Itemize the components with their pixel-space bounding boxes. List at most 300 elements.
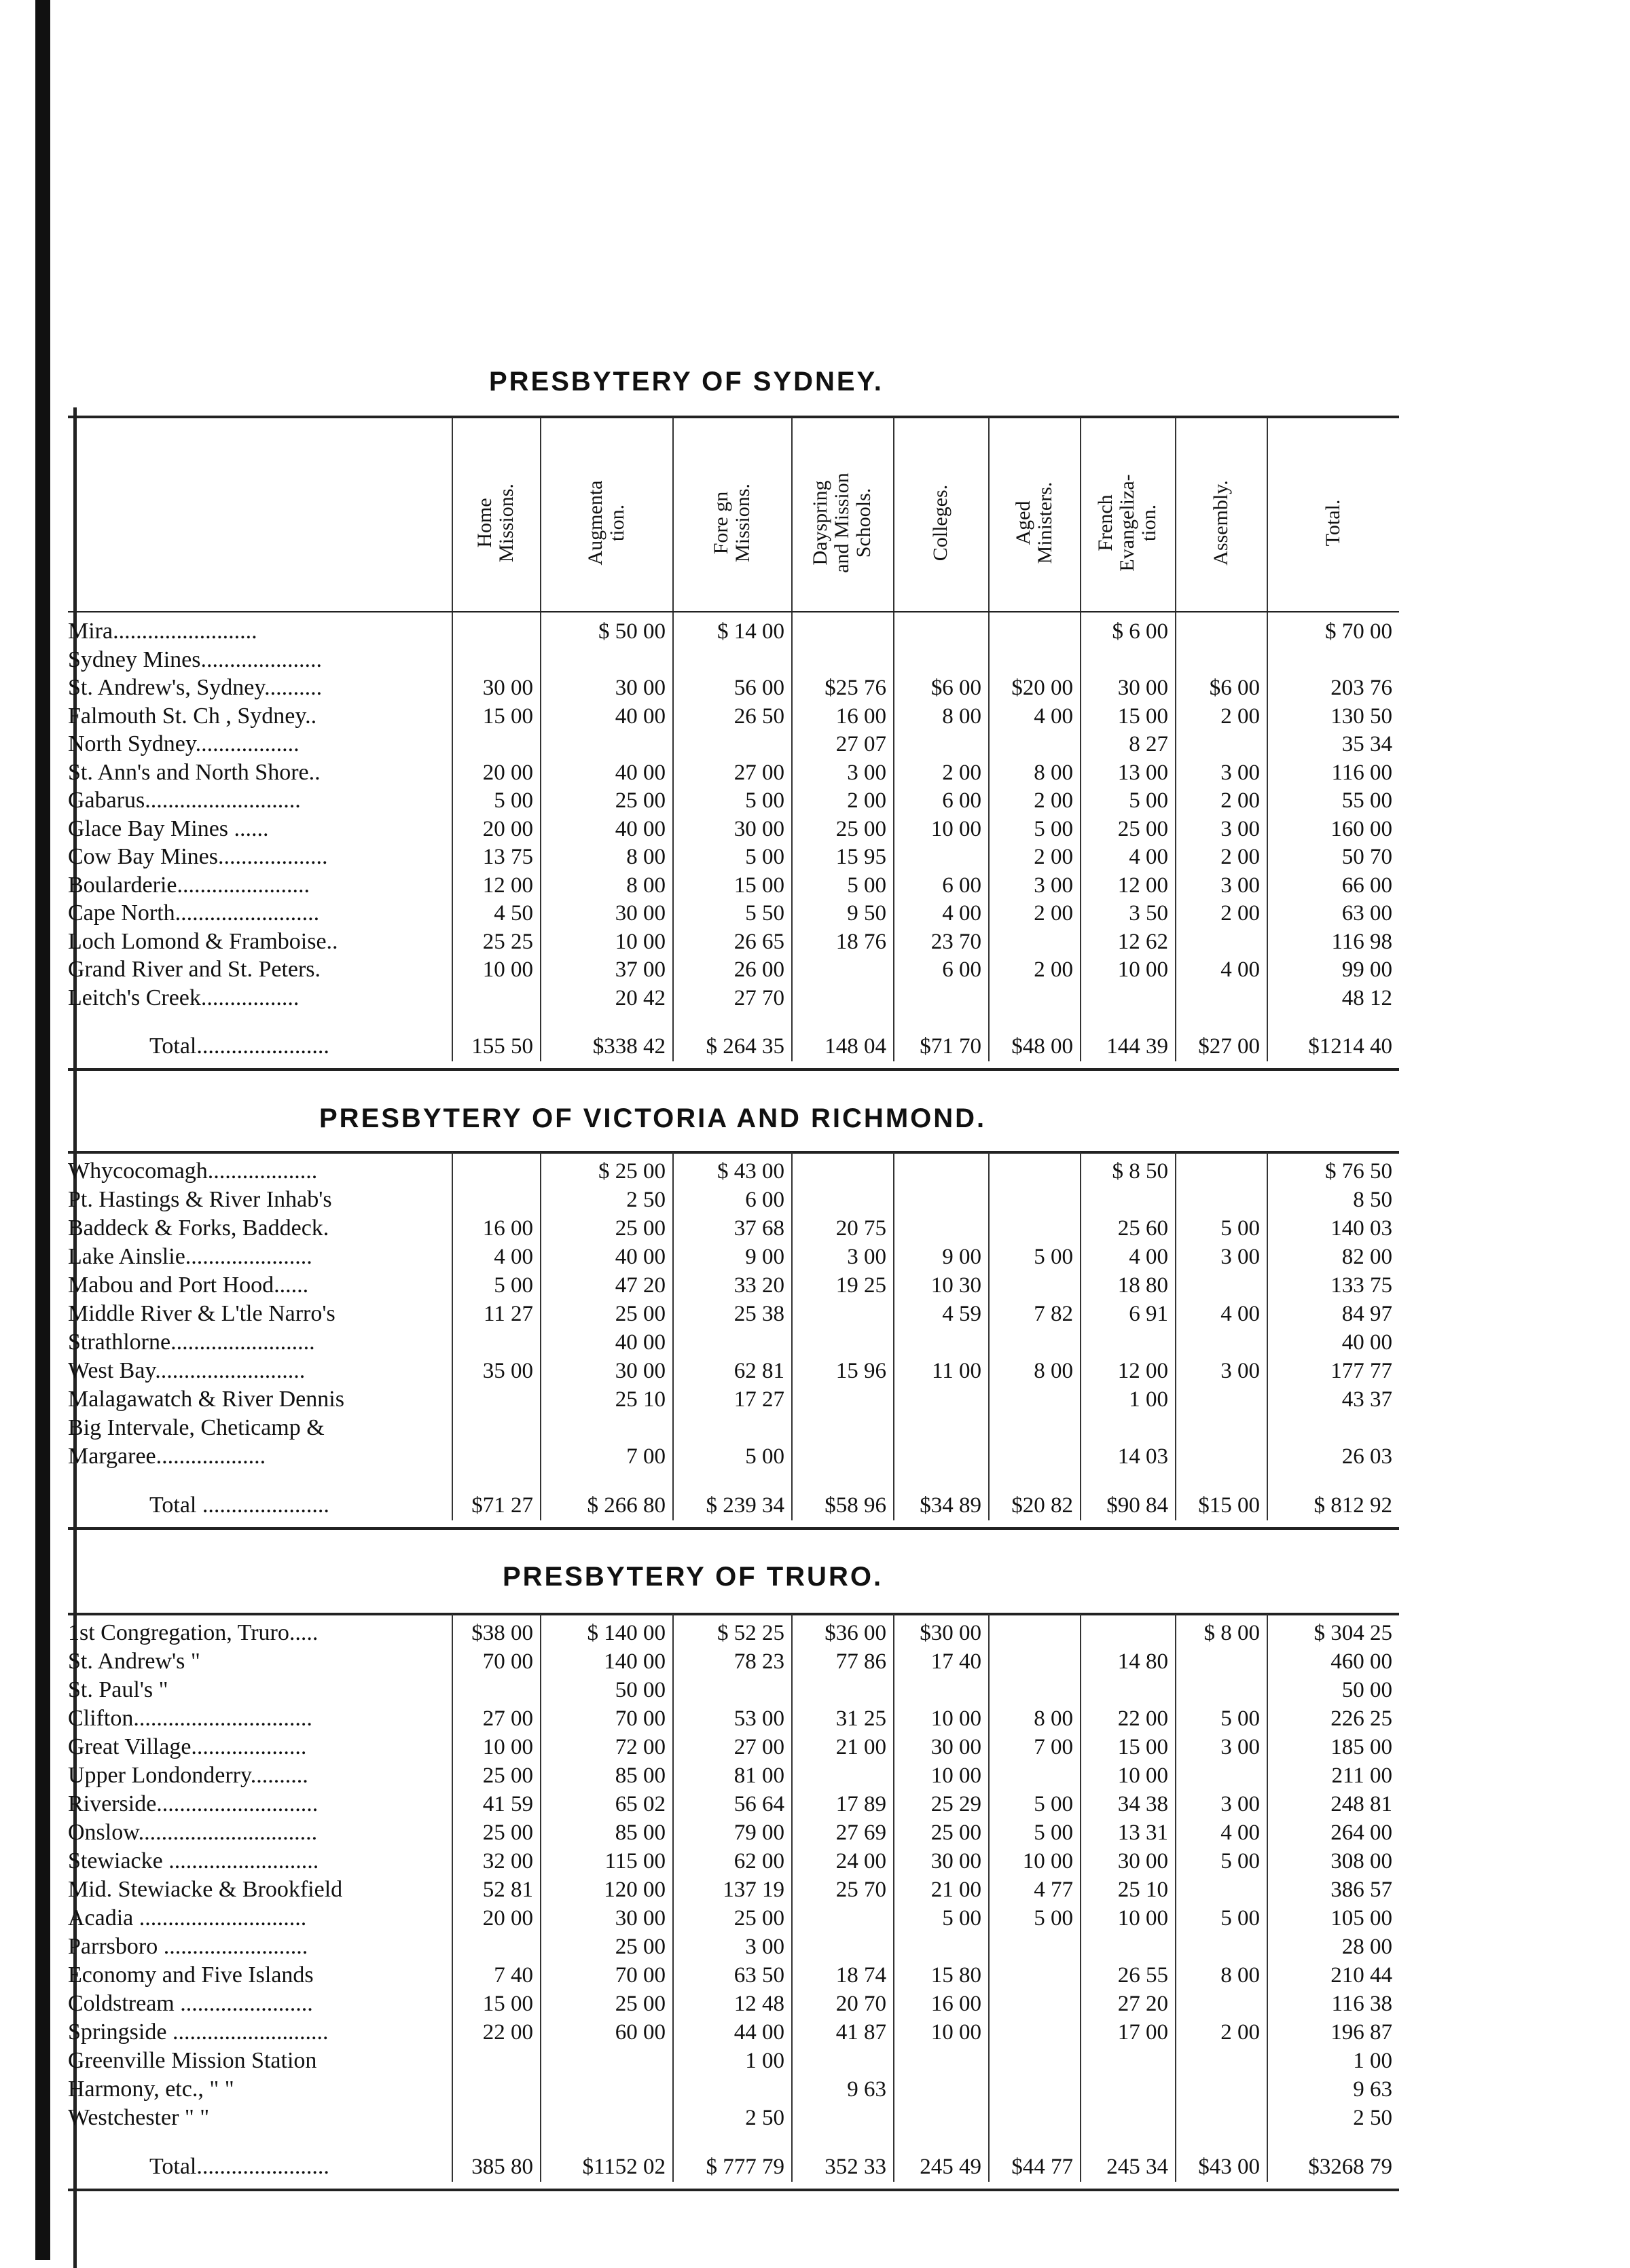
amount-cell: 15 96 — [835, 1359, 886, 1383]
amount-cell: 16 00 — [835, 704, 886, 729]
amount-cell: $34 89 — [920, 1493, 981, 1518]
amount-cell: 9 00 — [942, 1245, 981, 1269]
amount-cell: 386 57 — [1330, 1878, 1392, 1902]
amount-cell: 50 70 — [1341, 845, 1392, 869]
table-row — [0, 1272, 1426, 1299]
amount-cell: 63 00 — [1341, 901, 1392, 926]
congregation-name: Baddeck & Forks, Baddeck. — [68, 1215, 329, 1241]
amount-cell: 25 00 — [615, 788, 666, 813]
congregation-name: Falmouth St. Ch , Sydney.. — [68, 703, 317, 729]
amount-cell: 30 00 — [734, 817, 784, 841]
table-row — [0, 2104, 1426, 2132]
column-divider — [1080, 1614, 1081, 2182]
amount-cell: 28 00 — [1341, 1935, 1392, 1959]
amount-cell: 6 00 — [942, 873, 981, 898]
column-divider — [791, 1152, 793, 1520]
amount-cell: 19 25 — [835, 1273, 886, 1298]
amount-cell: 60 00 — [615, 2020, 666, 2045]
amount-cell: 4 00 — [1220, 957, 1260, 982]
column-divider — [452, 418, 453, 611]
amount-cell: $ 25 00 — [598, 1159, 666, 1184]
amount-cell: 30 00 — [615, 1906, 666, 1931]
amount-cell: $71 27 — [471, 1493, 533, 1518]
amount-cell: 15 80 — [930, 1963, 981, 1988]
column-divider — [1175, 1614, 1176, 2182]
amount-cell: 3 00 — [1034, 873, 1073, 898]
amount-cell: 10 30 — [930, 1273, 981, 1298]
column-divider — [1267, 1152, 1268, 1520]
congregation-name: Glace Bay Mines ...... — [68, 816, 269, 841]
amount-cell: $1214 40 — [1308, 1034, 1392, 1059]
amount-cell: $ 777 79 — [706, 2155, 784, 2179]
column-header-label: French Evangeliza- tion. — [1094, 474, 1160, 572]
amount-cell: 7 40 — [494, 1963, 533, 1988]
amount-cell: 140 00 — [604, 1649, 666, 1674]
amount-cell: $48 00 — [1011, 1034, 1073, 1059]
table-row — [0, 1762, 1426, 1789]
column-divider — [452, 612, 453, 1061]
amount-cell: $ 264 35 — [706, 1034, 784, 1059]
amount-cell: $ 6 00 — [1112, 619, 1168, 644]
amount-cell: 17 00 — [1117, 2020, 1168, 2045]
amount-cell: 53 00 — [734, 1706, 784, 1731]
amount-cell: 35 00 — [482, 1359, 533, 1383]
congregation-name: Stewiacke .......................... — [68, 1848, 319, 1873]
amount-cell: 185 00 — [1330, 1735, 1392, 1759]
amount-cell: 17 40 — [930, 1649, 981, 1674]
amount-cell: 137 19 — [723, 1878, 784, 1902]
total-label: Total ...................... — [149, 1493, 329, 1518]
column-header — [1267, 435, 1399, 611]
table-row — [0, 872, 1426, 899]
congregation-name: Cape North......................... — [68, 900, 320, 926]
amount-cell: 15 00 — [482, 1992, 533, 2016]
amount-cell: $ 140 00 — [587, 1621, 666, 1645]
column-divider — [452, 1152, 453, 1520]
amount-cell: 62 00 — [734, 1849, 784, 1873]
amount-cell: 44 00 — [734, 2020, 784, 2045]
column-header — [452, 435, 540, 611]
table-row — [0, 1705, 1426, 1732]
amount-cell: 3 00 — [745, 1935, 784, 1959]
amount-cell: 99 00 — [1341, 957, 1392, 982]
amount-cell: 4 00 — [1129, 845, 1168, 869]
table-row — [0, 1620, 1426, 1647]
amount-cell: 20 75 — [835, 1216, 886, 1241]
amount-cell: 10 00 — [482, 1735, 533, 1759]
amount-cell: 70 00 — [615, 1963, 666, 1988]
amount-cell: 40 00 — [615, 1330, 666, 1355]
amount-cell: 5 00 — [745, 845, 784, 869]
column-header — [1080, 435, 1175, 611]
amount-cell: 72 00 — [615, 1735, 666, 1759]
amount-cell: 5 00 — [1034, 1821, 1073, 1845]
presbytery-heading: PRESBYTERY OF TRURO. — [503, 1562, 884, 1592]
amount-cell: $20 82 — [1011, 1493, 1073, 1518]
amount-cell: 33 20 — [734, 1273, 784, 1298]
amount-cell: 130 50 — [1330, 704, 1392, 729]
amount-cell: 55 00 — [1341, 788, 1392, 813]
amount-cell: 4 00 — [1129, 1245, 1168, 1269]
amount-cell: 25 60 — [1117, 1216, 1168, 1241]
column-header-label: Home Missions. — [473, 483, 518, 562]
amount-cell: 25 00 — [615, 1935, 666, 1959]
amount-cell: 105 00 — [1330, 1906, 1392, 1931]
amount-cell: 460 00 — [1330, 1649, 1392, 1674]
column-divider — [452, 1614, 453, 2182]
header-bottom-rule — [68, 611, 1399, 612]
column-header — [791, 435, 893, 611]
amount-cell: 21 00 — [930, 1878, 981, 1902]
total-row — [0, 1492, 1426, 1519]
amount-cell: 85 00 — [615, 1821, 666, 1845]
congregation-name: Springside ........................... — [68, 2019, 329, 2045]
table-row — [0, 816, 1426, 843]
amount-cell: 35 34 — [1341, 732, 1392, 756]
amount-cell: 10 00 — [1117, 1763, 1168, 1788]
congregation-name: Strathlorne......................... — [68, 1330, 315, 1355]
column-header — [1175, 435, 1267, 611]
amount-cell: 5 00 — [1220, 1849, 1260, 1873]
amount-cell: 2 00 — [1220, 788, 1260, 813]
amount-cell: 4 00 — [1220, 1821, 1260, 1845]
amount-cell: 5 00 — [745, 1444, 784, 1469]
amount-cell: 210 44 — [1330, 1963, 1392, 1988]
amount-cell: 133 75 — [1330, 1273, 1392, 1298]
amount-cell: 7 00 — [626, 1444, 666, 1469]
amount-cell: 12 00 — [1117, 873, 1168, 898]
table-row — [0, 1791, 1426, 1818]
amount-cell: 25 00 — [615, 1302, 666, 1326]
amount-cell: 3 00 — [1220, 1359, 1260, 1383]
table-row — [0, 1677, 1426, 1704]
amount-cell: 25 25 — [482, 930, 533, 954]
amount-cell: 115 00 — [604, 1849, 666, 1873]
amount-cell: 52 81 — [482, 1878, 533, 1902]
amount-cell: 20 42 — [615, 986, 666, 1010]
amount-cell: 2 00 — [1034, 957, 1073, 982]
amount-cell: 17 89 — [835, 1792, 886, 1816]
table-row — [0, 1905, 1426, 1932]
amount-cell: 2 50 — [626, 1188, 666, 1212]
column-divider — [791, 418, 793, 611]
amount-cell: 4 00 — [1034, 704, 1073, 729]
congregation-name: St. Paul's " — [68, 1677, 168, 1702]
section-top-rule — [68, 1613, 1399, 1615]
amount-cell: $36 00 — [825, 1621, 886, 1645]
amount-cell: 10 00 — [482, 957, 533, 982]
table-row — [0, 1848, 1426, 1875]
amount-cell: $58 96 — [825, 1493, 886, 1518]
amount-cell: 3 00 — [1220, 1245, 1260, 1269]
amount-cell: 8 00 — [1034, 1706, 1073, 1731]
amount-cell: 15 00 — [482, 704, 533, 729]
column-divider — [1267, 1614, 1268, 2182]
congregation-name: Loch Lomond & Framboise.. — [68, 929, 338, 954]
amount-cell: $ 14 00 — [717, 619, 784, 644]
amount-cell: 56 64 — [734, 1792, 784, 1816]
amount-cell: $ 8 50 — [1112, 1159, 1168, 1184]
amount-cell: 25 00 — [482, 1763, 533, 1788]
amount-cell: 30 00 — [930, 1849, 981, 1873]
congregation-name: Coldstream ....................... — [68, 1991, 313, 2016]
column-divider — [1175, 612, 1176, 1061]
congregation-name: Leitch's Creek................. — [68, 985, 300, 1010]
amount-cell: 27 20 — [1117, 1992, 1168, 2016]
amount-cell: 245 49 — [920, 2155, 981, 2179]
amount-cell: 2 00 — [1220, 901, 1260, 926]
column-header-label: Total. — [1321, 499, 1344, 547]
amount-cell: 12 00 — [482, 873, 533, 898]
amount-cell: 5 00 — [1220, 1706, 1260, 1731]
amount-cell: $44 77 — [1011, 2155, 1073, 2179]
amount-cell: 385 80 — [471, 2155, 533, 2179]
amount-cell: 10 00 — [1117, 1906, 1168, 1931]
amount-cell: 15 00 — [734, 873, 784, 898]
amount-cell: 48 12 — [1341, 986, 1392, 1010]
amount-cell: 5 00 — [1034, 1245, 1073, 1269]
amount-cell: 10 00 — [930, 2020, 981, 2045]
amount-cell: 196 87 — [1330, 2020, 1392, 2045]
amount-cell: 8 00 — [1034, 1359, 1073, 1383]
amount-cell: 12 00 — [1117, 1359, 1168, 1383]
table-row — [0, 1414, 1426, 1442]
table-row — [0, 1443, 1426, 1470]
amount-cell: 5 00 — [1220, 1216, 1260, 1241]
amount-cell: 5 00 — [494, 1273, 533, 1298]
amount-cell: 116 00 — [1331, 761, 1392, 785]
congregation-name: Sydney Mines..................... — [68, 647, 322, 672]
amount-cell: $338 42 — [592, 1034, 666, 1059]
column-divider — [791, 1614, 793, 2182]
amount-cell: 22 00 — [482, 2020, 533, 2045]
congregation-name: Mabou and Port Hood...... — [68, 1273, 309, 1298]
table-row — [0, 1300, 1426, 1328]
amount-cell: 2 00 — [942, 761, 981, 785]
amount-cell: 84 97 — [1341, 1302, 1392, 1326]
amount-cell: 5 00 — [1220, 1906, 1260, 1931]
amount-cell: 1 00 — [1129, 1387, 1168, 1412]
amount-cell: 32 00 — [482, 1849, 533, 1873]
amount-cell: 120 00 — [604, 1878, 666, 1902]
amount-cell: 9 00 — [745, 1245, 784, 1269]
column-divider — [1267, 612, 1268, 1061]
amount-cell: 50 00 — [1341, 1678, 1392, 1702]
amount-cell: 160 00 — [1330, 817, 1392, 841]
amount-cell: 21 00 — [835, 1735, 886, 1759]
amount-cell: 4 59 — [942, 1302, 981, 1326]
amount-cell: 14 80 — [1117, 1649, 1168, 1674]
section-top-rule — [68, 1151, 1399, 1154]
amount-cell: 40 00 — [615, 1245, 666, 1269]
amount-cell: $ 43 00 — [717, 1159, 784, 1184]
amount-cell: 31 25 — [835, 1706, 886, 1731]
amount-cell: 3 00 — [847, 761, 886, 785]
column-divider — [893, 612, 894, 1061]
amount-cell: 66 00 — [1341, 873, 1392, 898]
amount-cell: 116 98 — [1331, 930, 1392, 954]
amount-cell: 5 00 — [1034, 1792, 1073, 1816]
amount-cell: 3 50 — [1129, 901, 1168, 926]
column-divider — [1080, 1152, 1081, 1520]
section-bottom-rule — [68, 1068, 1399, 1071]
amount-cell: 62 81 — [734, 1359, 784, 1383]
amount-cell: 9 63 — [1353, 2077, 1392, 2102]
amount-cell: 10 00 — [1117, 957, 1168, 982]
amount-cell: 17 27 — [734, 1387, 784, 1412]
amount-cell: 6 00 — [942, 957, 981, 982]
amount-cell: 2 00 — [847, 788, 886, 813]
table-row — [0, 731, 1426, 758]
amount-cell: 16 00 — [930, 1992, 981, 2016]
amount-cell: 70 00 — [482, 1649, 533, 1674]
table-row — [0, 787, 1426, 814]
amount-cell: 41 59 — [482, 1792, 533, 1816]
table-row — [0, 759, 1426, 786]
amount-cell: 3 00 — [1220, 761, 1260, 785]
amount-cell: 264 00 — [1330, 1821, 1392, 1845]
column-divider — [791, 612, 793, 1061]
amount-cell: 25 10 — [615, 1387, 666, 1412]
congregation-name: Westchester " " — [68, 2105, 210, 2130]
congregation-name: Margaree................... — [68, 1444, 266, 1469]
amount-cell: 25 00 — [482, 1821, 533, 1845]
amount-cell: $27 00 — [1198, 1034, 1260, 1059]
congregation-name: St. Andrew's, Sydney.......... — [68, 675, 323, 700]
table-row — [0, 1876, 1426, 1903]
amount-cell: 25 00 — [615, 1992, 666, 2016]
amount-cell: 43 37 — [1341, 1387, 1392, 1412]
amount-cell: 40 00 — [615, 817, 666, 841]
total-row — [0, 1033, 1426, 1060]
amount-cell: 30 00 — [482, 676, 533, 700]
amount-cell: $71 70 — [920, 1034, 981, 1059]
amount-cell: 41 87 — [835, 2020, 886, 2045]
table-row — [0, 900, 1426, 927]
amount-cell: 47 20 — [615, 1273, 666, 1298]
amount-cell: 3 00 — [1220, 1735, 1260, 1759]
column-divider — [1267, 418, 1268, 611]
column-header — [988, 435, 1080, 611]
amount-cell: 13 31 — [1117, 1821, 1168, 1845]
amount-cell: 26 00 — [734, 957, 784, 982]
amount-cell: 5 00 — [942, 1906, 981, 1931]
amount-cell: $ 76 50 — [1325, 1159, 1392, 1184]
amount-cell: 13 75 — [482, 845, 533, 869]
congregation-name: Onslow............................... — [68, 1820, 318, 1845]
column-divider — [893, 1152, 894, 1520]
amount-cell: 70 00 — [615, 1706, 666, 1731]
amount-cell: 77 86 — [835, 1649, 886, 1674]
table-row — [0, 1648, 1426, 1675]
congregation-name: Economy and Five Islands — [68, 1962, 314, 1988]
table-row — [0, 618, 1426, 645]
column-divider — [988, 418, 990, 611]
amount-cell: 24 00 — [835, 1849, 886, 1873]
amount-cell: 140 03 — [1330, 1216, 1392, 1241]
total-label: Total....................... — [149, 1034, 329, 1059]
amount-cell: 226 25 — [1330, 1706, 1392, 1731]
amount-cell: 5 50 — [745, 901, 784, 926]
congregation-name: Clifton............................... — [68, 1706, 312, 1731]
amount-cell: $15 00 — [1198, 1493, 1260, 1518]
amount-cell: $6 00 — [1209, 676, 1260, 700]
amount-cell: 79 00 — [734, 1821, 784, 1845]
column-divider — [988, 1614, 990, 2182]
column-divider — [1080, 612, 1081, 1061]
amount-cell: 85 00 — [615, 1763, 666, 1788]
amount-cell: 20 00 — [482, 761, 533, 785]
congregation-name: Boularderie....................... — [68, 873, 310, 898]
amount-cell: 12 48 — [734, 1992, 784, 2016]
amount-cell: 26 55 — [1117, 1963, 1168, 1988]
amount-cell: 4 00 — [1220, 1302, 1260, 1326]
table-row — [0, 928, 1426, 955]
amount-cell: 20 00 — [482, 817, 533, 841]
amount-cell: 40 00 — [615, 761, 666, 785]
presbytery-heading: PRESBYTERY OF SYDNEY. — [489, 367, 884, 397]
column-header-label: Fore gn Missions. — [709, 483, 754, 562]
amount-cell: 155 50 — [471, 1034, 533, 1059]
amount-cell: 30 00 — [1117, 676, 1168, 700]
amount-cell: 2 00 — [1220, 2020, 1260, 2045]
amount-cell: 6 00 — [745, 1188, 784, 1212]
column-divider — [893, 1614, 894, 2182]
column-header — [672, 435, 791, 611]
column-divider — [672, 612, 674, 1061]
table-row — [0, 956, 1426, 983]
amount-cell: $38 00 — [471, 1621, 533, 1645]
column-header-label: Assembly. — [1209, 480, 1232, 566]
amount-cell: 10 00 — [930, 1706, 981, 1731]
column-divider — [540, 1614, 541, 2182]
amount-cell: 81 00 — [734, 1763, 784, 1788]
column-divider — [672, 1614, 674, 2182]
amount-cell: 30 00 — [930, 1735, 981, 1759]
table-row — [0, 843, 1426, 871]
amount-cell: 10 00 — [615, 930, 666, 954]
congregation-name: Lake Ainslie...................... — [68, 1244, 312, 1269]
amount-cell: 2 00 — [1034, 845, 1073, 869]
amount-cell: $20 00 — [1011, 676, 1073, 700]
table-row — [0, 1243, 1426, 1270]
amount-cell: 10 00 — [930, 817, 981, 841]
column-divider — [988, 1152, 990, 1520]
amount-cell: 10 00 — [1022, 1849, 1073, 1873]
amount-cell: 23 70 — [930, 930, 981, 954]
amount-cell: 25 29 — [930, 1792, 981, 1816]
amount-cell: 8 00 — [942, 704, 981, 729]
congregation-name: 1st Congregation, Truro..... — [68, 1620, 319, 1645]
amount-cell: 82 00 — [1341, 1245, 1392, 1269]
amount-cell: 4 50 — [494, 901, 533, 926]
amount-cell: 25 10 — [1117, 1878, 1168, 1902]
congregation-name: Riverside............................ — [68, 1791, 319, 1816]
amount-cell: 5 00 — [745, 788, 784, 813]
amount-cell: $ 304 25 — [1314, 1621, 1392, 1645]
table-row — [0, 2019, 1426, 2046]
amount-cell: 20 00 — [482, 1906, 533, 1931]
column-divider — [540, 418, 541, 611]
column-divider — [1175, 1152, 1176, 1520]
table-row — [0, 1734, 1426, 1761]
amount-cell: 211 00 — [1331, 1763, 1392, 1788]
amount-cell: 18 74 — [835, 1963, 886, 1988]
amount-cell: 15 00 — [1117, 704, 1168, 729]
amount-cell: 27 00 — [482, 1706, 533, 1731]
amount-cell: 5 00 — [1034, 817, 1073, 841]
table-row — [0, 985, 1426, 1012]
